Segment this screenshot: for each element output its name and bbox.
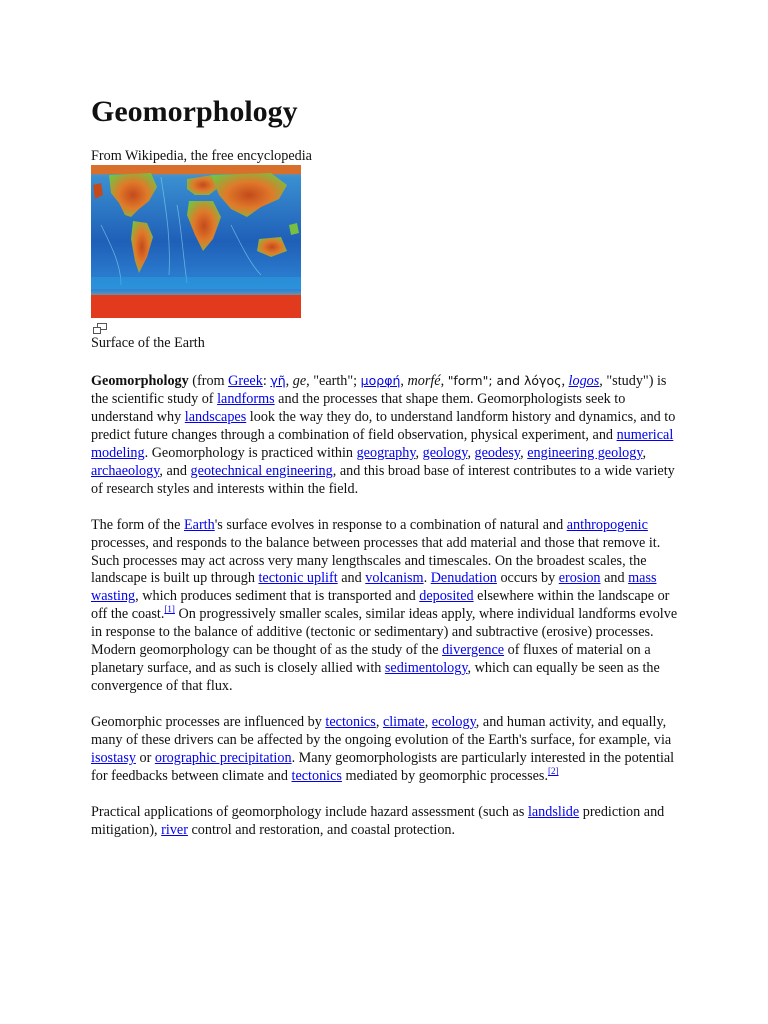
link-tectonic-uplift[interactable]: tectonic uplift	[258, 570, 338, 587]
link-ecology[interactable]: ecology	[431, 714, 476, 731]
link-earth[interactable]: Earth	[183, 516, 215, 533]
link-landscapes[interactable]: landscapes	[184, 408, 247, 425]
enlarge-icon[interactable]	[93, 323, 107, 334]
link-volcanism[interactable]: volcanism	[365, 570, 424, 587]
link-landslide[interactable]: landslide	[527, 803, 580, 820]
link-numerical-modeling[interactable]: numerical modeling	[91, 426, 674, 461]
link-ge-greek[interactable]: γῆ	[270, 373, 286, 388]
link-isostasy[interactable]: isostasy	[91, 749, 136, 766]
paragraph-geomorphic-processes: Geomorphic processes are influenced by tectonics, climate, ecology, and human activity, and equally, many of these drivers can be affected by the ongoing evolution of the Earth's surface, for example, via isostasy or orographic precipitation. Many geomorphologists are particularly interested in the potential for feedbacks between climate and tectonics mediated by geomorphic processes.[2]	[91, 714, 675, 784]
link-orographic-precipitation[interactable]: orographic precipitation	[154, 749, 292, 766]
link-sedimentology[interactable]: sedimentology	[384, 660, 468, 677]
link-mass-wasting[interactable]: mass wasting	[91, 570, 657, 605]
link-greek[interactable]: Greek	[228, 373, 263, 389]
link-geography[interactable]: geography	[356, 444, 416, 461]
paragraph-landscape-evolution: The form of the Earth's surface evolves in response to a combination of natural and anthropogenic processes, and responds to the balance between processes that add material and those that remove it. Such processes may act across very many lengthscales and timescales. On the broadest scales, the landscape is built up through tectonic uplift and volcanism. Denudation occurs by erosion and mass wasting, which produces sediment that is transported and deposited elsewhere within the landscape or off the coast.[1] On progressively smaller scales, similar ideas apply, where individual landforms evolve in response to the balance of additive (tectonic or sedimentary) and subtractive (erosive) processes. Modern geomorphology can be thought of as the study of the divergence of fluxes of material on a planetary surface, and as such is closely allied with sedimentology, which can equally be seen as the convergence of that flux.	[91, 516, 678, 695]
link-geodesy[interactable]: geodesy	[474, 444, 521, 461]
subtitle: From Wikipedia, the free encyclopedia	[91, 148, 312, 164]
link-engineering-geology[interactable]: engineering geology	[527, 444, 643, 461]
link-archaeology[interactable]: archaeology	[91, 462, 160, 479]
page-title: Geomorphology	[91, 95, 298, 128]
link-geology[interactable]: geology	[422, 444, 468, 461]
earth-surface-map-image[interactable]	[91, 165, 301, 318]
link-morfe-greek[interactable]: μορφή	[360, 373, 401, 388]
reference-1[interactable]: [1]	[164, 604, 175, 615]
link-deposited[interactable]: deposited	[419, 588, 474, 605]
term-bold: Geomorphology	[91, 373, 189, 389]
link-erosion[interactable]: erosion	[558, 570, 601, 587]
link-river[interactable]: river	[161, 821, 188, 838]
link-tectonics-2[interactable]: tectonics	[291, 767, 342, 784]
link-landforms[interactable]: landforms	[217, 390, 275, 407]
figure-caption: Surface of the Earth	[91, 335, 205, 351]
article-body	[91, 372, 683, 858]
link-denudation[interactable]: Denudation	[430, 570, 497, 587]
link-climate[interactable]: climate	[382, 714, 425, 731]
link-divergence[interactable]: divergence	[442, 642, 505, 659]
paragraph-intro: Geomorphology (from Greek: γῆ, ge, "earth"; μορφή, morfé, "form"; and λόγος, logos, "study") is the scientific study of landforms and the processes that shape them. Geomorphologists seek to understand why landscapes look the way they do, to understand landform history and dynamics, and to predict future changes through a combination of field observation, physical experiment, and numerical modeling. Geomorphology is practiced within geography, geology, geodesy, engineering geology, archaeology, and geotechnical engineering, and this broad base of interest contributes to a wide variety of research styles and interests within the field.	[91, 373, 676, 497]
reference-2[interactable]: [2]	[548, 765, 559, 776]
link-anthropogenic[interactable]: anthropogenic	[566, 516, 648, 533]
link-logos[interactable]: logos	[568, 373, 600, 389]
link-tectonics[interactable]: tectonics	[325, 714, 376, 731]
link-geotechnical-engineering[interactable]: geotechnical engineering	[190, 462, 333, 479]
paragraph-applications: Practical applications of geomorphology include hazard assessment (such as landslide prediction and mitigation), river control and restoration, and coastal protection.	[91, 803, 665, 838]
